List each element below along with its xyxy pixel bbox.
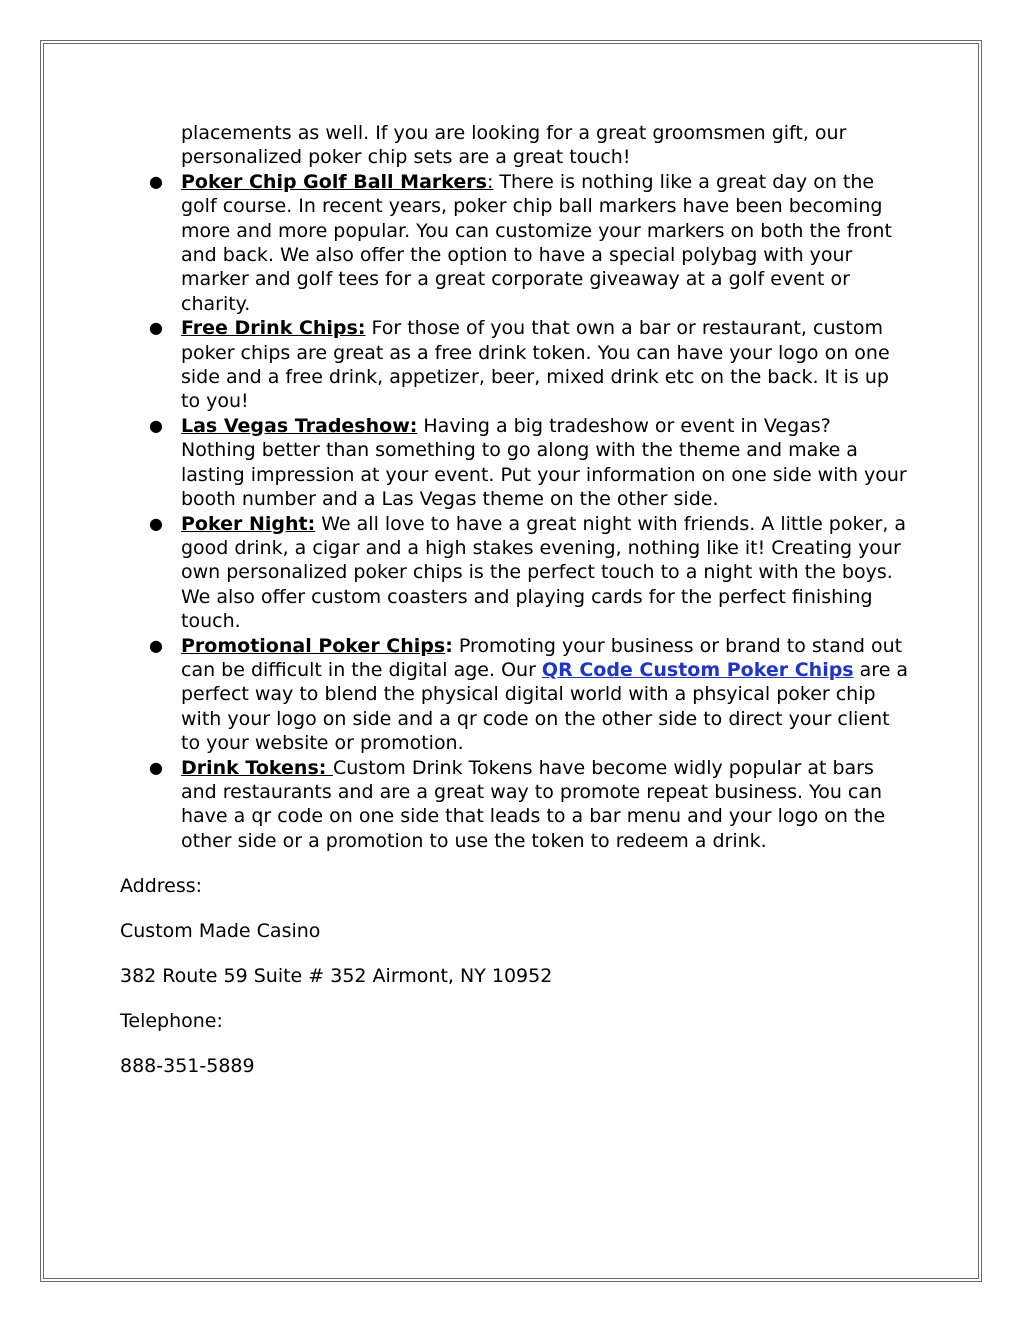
telephone-number: 888-351-5889 <box>120 1055 255 1078</box>
item-term: Poker Night: <box>181 512 316 535</box>
bullet-icon: ● <box>149 757 163 777</box>
item-text-after-link: are a perfect way to blend the physical digital world with a phsyical poker chip with your logo on side and a qr code on the other side to direct your client to your website or promotion. <box>181 658 909 755</box>
item-text: We all love to have a great night with friends. A little poker, a good drink, a cigar and a high stakes evening, nothing like it! Creating your own personalized poker chips is the perfect touch to a night with the boys. We also offer custom coasters and playing cards for the perfect finishing touch. <box>181 512 907 633</box>
item-text: For those of you that own a bar or restaurant, custom poker chips are great as a free drink token. You can have your logo on one side and a free drink, appetizer, beer, mixed drink etc on the back. It is up to you! <box>181 317 890 413</box>
list-item-free-drink-chips <box>120 316 910 414</box>
item-term: Free Drink Chips: <box>181 317 366 340</box>
contact-block <box>120 874 910 1078</box>
bullet-icon: ● <box>149 513 163 533</box>
qr-code-custom-poker-chips-link[interactable]: QR Code Custom Poker Chips <box>541 658 854 681</box>
bullet-icon: ● <box>149 635 163 655</box>
bullet-icon: ● <box>149 318 163 338</box>
intro-continuation: placements as well. If you are looking for a great groomsmen gift, our personalized poker chip sets are a great touch! <box>181 122 847 169</box>
item-text-before-link: Promoting your business or brand to stand out can be difficult in the digital age. Our <box>181 634 903 681</box>
item-term-separator: : <box>445 634 453 657</box>
list-item-drink-tokens <box>120 756 910 854</box>
item-term: Poker Chip Golf Ball Markers <box>181 170 487 193</box>
address-label: Address: <box>120 875 203 898</box>
item-term: Drink Tokens: <box>181 756 333 779</box>
item-term-separator: : <box>486 170 494 193</box>
bullet-icon: ● <box>149 171 163 191</box>
company-name: Custom Made Casino <box>120 920 321 943</box>
item-term: Las Vegas Tradeshow: <box>181 414 418 437</box>
document-body <box>120 121 910 1099</box>
telephone-label: Telephone: <box>120 1010 223 1033</box>
item-term: Promotional Poker Chips <box>181 634 446 657</box>
street-address: 382 Route 59 Suite # 352 Airmont, NY 10952 <box>120 965 553 988</box>
item-text: Custom Drink Tokens have become widly popular at bars and restaurants and are a great way to promote repeat business. You can have a qr code on one side that leads to a bar menu and your logo on the other side or a promotion to use the token to redeem a drink. <box>181 756 886 852</box>
list-item-promotional-poker-chips <box>120 634 910 756</box>
list-item-las-vegas-tradeshow <box>120 414 910 512</box>
list-item-golf-ball-markers <box>120 170 910 316</box>
item-text: Having a big tradeshow or event in Vegas? Nothing better than something to go along with the theme and make a lasting impression at your event. Put your information on one side with your booth number and a Las Vegas theme on the other side. <box>181 414 907 511</box>
item-text: There is nothing like a great day on the golf course. In recent years, poker chip ball markers have been becoming more and more popular. You can customize your markers on both the front and back. We also offer the option to have a special polybag with your marker and golf tees for a great corporate giveaway at a golf event or charity. <box>181 170 892 315</box>
list-item-poker-night <box>120 512 910 634</box>
bullet-icon: ● <box>149 415 163 435</box>
use-case-list <box>120 170 910 853</box>
